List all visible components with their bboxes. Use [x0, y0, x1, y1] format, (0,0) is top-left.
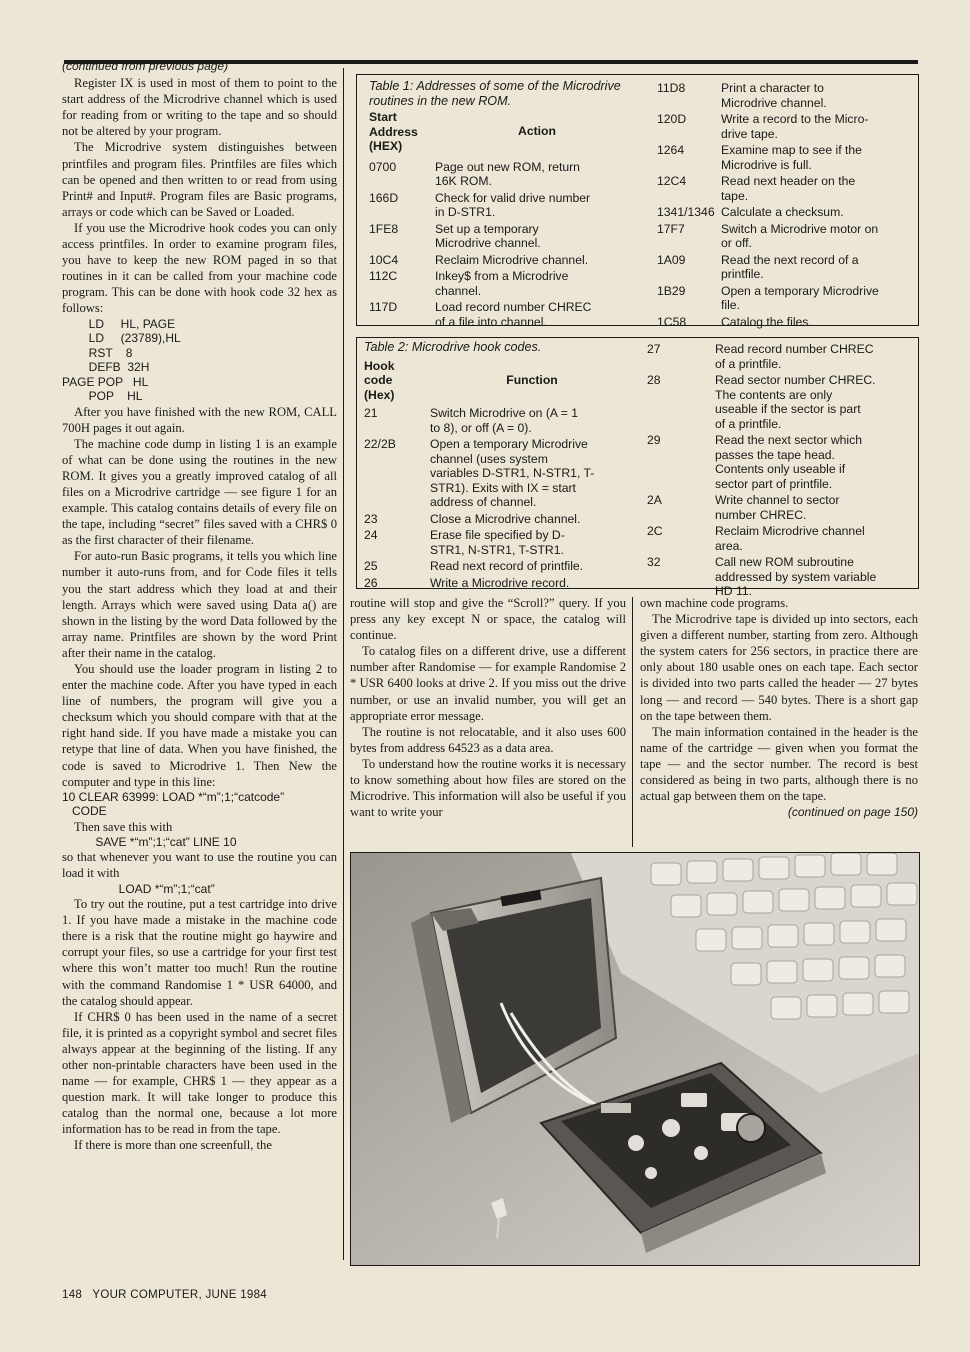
continued-from-label: (continued from previous page): [62, 59, 229, 73]
table-row: [657, 315, 909, 330]
paragraph: To catalog files on a different drive, use a different number after Randomise — for example Randomise 2 * USR 6400 looks at drive 2. If you miss out the drive number, or use an invalid number, you will get an appropriate error message.: [350, 644, 626, 723]
table-row: [369, 269, 639, 298]
table-header-action: Action: [518, 124, 556, 138]
table-row: [657, 222, 909, 251]
table-cell-value: Write a Microdrive record.: [430, 575, 570, 590]
table-cell-value: Close a Microdrive channel.: [430, 511, 581, 526]
table-row: [364, 559, 634, 574]
table-cell-key: 112C: [369, 269, 398, 283]
table-caption: Table 1: Addresses of some of the Microdrive routines in the new ROM.: [369, 79, 621, 108]
paragraph: The machine code dump in listing 1 is an example of what can be done using the routines in the new ROM. It gives you a greatly improved catalog of all files on a Microdrive cartridge — see figure 1 for an example. This catalog contains details of every file on the tape, including “secret” files saved with a CHR$ 0 as the first character of their filename.: [62, 436, 337, 548]
code-listing: SAVE *“m”;1;“cat” LINE 10: [62, 834, 237, 849]
table-caption: Table 2: Microdrive hook codes.: [364, 340, 542, 354]
table-cell-value: Page out new ROM, return 16K ROM.: [435, 159, 580, 188]
table-row: [369, 300, 639, 329]
table-cell-key: 21: [364, 406, 378, 420]
table-cell-key: 120D: [657, 112, 687, 126]
table-row: [364, 576, 634, 591]
column-divider: [632, 597, 633, 847]
table-cell-value: Examine map to see if the Microdrive is full.: [721, 143, 862, 172]
table-cell-value: Set up a temporary Microdrive channel.: [435, 221, 541, 250]
table-cell-value: Switch Microdrive on (A = 1 to 8), or off (A = 0).: [430, 406, 578, 435]
paragraph: routine will stop and give the “Scroll?” query. If you press any key except N or space, the catalog will continue.: [350, 596, 626, 643]
table-2-right: [647, 340, 909, 599]
table-cell-key: 2A: [647, 493, 662, 507]
continued-on-label: (continued on page 150): [787, 805, 918, 820]
table-cell-value: Write a record to the Micro- drive tape.: [721, 112, 869, 141]
table-row: [647, 433, 909, 491]
table-row: [657, 253, 909, 282]
paragraph: The Microdrive system distinguishes between printfiles and program files. Printfiles are files which can be opened and then written to or read from using Print# and Input#. Program files are Basic programs, arrays or code which can be Saved or Loaded.: [62, 140, 337, 219]
paragraph: The routine is not relocatable, and it also uses 600 bytes from address 64523 as a data area.: [350, 724, 626, 755]
table-cell-key: 10C4: [369, 252, 399, 267]
table-cell-value: Read the next sector which passes the tape head. Contents only useable if sector part of printfile.: [715, 433, 863, 491]
table-header-code: Hook code (Hex): [364, 358, 395, 402]
table-row: [647, 342, 909, 371]
table-cell-value: Reclaim Microdrive channel area.: [715, 524, 865, 553]
table-cell-key: 1341/1346: [657, 205, 715, 219]
paragraph: If you use the Microdrive hook codes you can only access printfiles. In order to examine program files, you have to keep the new ROM paged in so that routines in it can be called from your machine code program. This can be done with hook code 32 hex as follows:: [62, 220, 337, 316]
table-header-address: Start Address (HEX): [369, 110, 418, 153]
table-row: [657, 143, 909, 172]
table-cell-value: Load record number CHREC of a file into channel.: [435, 300, 592, 329]
table-cell-value: Reclaim Microdrive channel.: [435, 252, 589, 267]
table-cell-value: Read next record of printfile.: [430, 559, 584, 573]
table-cell-value: Open a temporary Microdrive channel (uses system variables D-STR1, N-STR1, T- STR1). Exits with IX = start address of channel.: [430, 437, 595, 509]
table-row: [369, 222, 639, 251]
table-cell-value: Open a temporary Microdrive file.: [721, 283, 879, 312]
paragraph: After you have finished with the new ROM, CALL 700H pages it out again.: [62, 404, 337, 435]
table-cell-key: 1C58: [657, 314, 687, 329]
table-row: [657, 174, 909, 203]
paragraph: The Microdrive tape is divided up into sectors, each given a different number, starting from zero. Although the system caters for 256 sectors, in practice there are only about 180 usable ones on each tape. Each sector is divided into two parts called the header — 27 bytes long — and record — 540 bytes. There is a short gap on the tape between them.: [640, 612, 918, 723]
table-cell-value: Print a character to Microdrive channel.: [721, 81, 827, 110]
table-2: [356, 337, 919, 598]
paragraph: If there is more than one screenfull, the: [74, 1138, 272, 1153]
table-cell-value: Switch a Microdrive motor on or off.: [721, 221, 879, 250]
table-row: [364, 406, 634, 435]
table-1-right: [657, 79, 909, 329]
paragraph: The main information contained in the header is the name of the cartridge — given when you format the tape — and the sector number. The record is best considered as being in two parts, although there is no actual gap between them on the tape.: [640, 724, 918, 804]
table-cell-value: Read the next record of a printfile.: [721, 252, 859, 281]
table-row: [369, 253, 639, 268]
table-row: [647, 524, 909, 553]
table-cell-value: Write channel to sector number CHREC.: [715, 493, 840, 522]
table-cell-key: 28: [647, 373, 661, 387]
table-row: [657, 81, 909, 110]
table-row: [369, 160, 639, 189]
table-cell-key: 26: [364, 575, 378, 590]
paragraph: You should use the loader program in listing 2 to enter the machine code. After you have typed in each line of numbers, the program will give you a checksum which you should compare with that at the right hand side. If you have made a mistake you can retype that line of data. When you have finished, the code is saved to Microdrive 1. Then New the computer and type in this line:: [62, 662, 337, 789]
table-cell-key: 2C: [647, 524, 663, 538]
table-2-left: [364, 340, 634, 590]
table-row: [657, 112, 909, 141]
table-cell-key: 11D8: [657, 81, 686, 95]
table-cell-key: 166D: [369, 190, 399, 205]
table-row: [364, 528, 634, 557]
table-cell-key: 29: [647, 433, 661, 447]
table-row: [647, 493, 909, 522]
page-footer: 148 YOUR COMPUTER, JUNE 1984: [62, 1289, 267, 1301]
table-cell-key: 32: [647, 555, 661, 569]
paragraph: so that whenever you want to use the routine you can load it with: [62, 850, 337, 881]
microdrive-photo-image: [351, 853, 919, 1265]
table-cell-key: 25: [364, 559, 378, 573]
table-row: [657, 205, 909, 220]
table-cell-key: 12C4: [657, 174, 687, 188]
microdrive-photo: [350, 852, 920, 1266]
table-row: [647, 555, 909, 599]
paragraph: Then save this with: [74, 819, 173, 834]
table-cell-value: Call new ROM subroutine addressed by system variable HD 11.: [715, 555, 877, 598]
paragraph: To try out the routine, put a test cartridge into drive 1. If you have made a mistake in the machine code there is a risk that the routine might go haywire and corrupt your files, so use a cartridge for your first test where this won’t matter too much! Run the routine with the command Randomise 1 * USR 64000, and the catalog should appear.: [62, 897, 337, 1008]
table-row: [364, 512, 634, 527]
paragraph: For auto-run Basic programs, it tells you which line number it auto-runs from, and for Code files it tells you the start address which they load at and their length. Arrays which were saved using Data a() are shown in the listing by the word Data followed by the array name. Printfiles are shown by the word Print after their name in the catalog.: [62, 549, 337, 660]
table-cell-value: Catalog the files.: [721, 314, 812, 329]
table-cell-value: Calculate a checksum.: [721, 205, 844, 219]
table-cell-value: Read sector number CHREC. The contents are only useable if the sector is part of a printfile.: [715, 373, 876, 431]
table-cell-value: Inkey$ from a Microdrive channel.: [435, 269, 569, 298]
article-column-1: [62, 58, 337, 1154]
table-cell-value: Erase file specified by D- STR1, N-STR1, T-STR1.: [430, 528, 565, 557]
table-cell-key: 1B29: [657, 283, 686, 298]
code-listing: LOAD *“m”;1;“cat”: [62, 881, 215, 896]
table-cell-key: 0700: [369, 159, 397, 174]
code-listing: 10 CLEAR 63999: LOAD *“m”;1;“catcode” CODE: [62, 789, 285, 819]
table-cell-value: Check for valid drive number in D-STR1.: [435, 190, 591, 219]
article-column-2: [350, 595, 626, 820]
table-1: [356, 74, 919, 329]
table-cell-key: 1A09: [657, 252, 686, 267]
table-header-function: Function: [506, 372, 558, 387]
table-cell-value: Read next header on the tape.: [721, 174, 856, 203]
table-cell-key: 22/2B: [364, 437, 396, 451]
column-divider: [343, 68, 344, 1260]
table-cell-key: 24: [364, 528, 378, 542]
table-cell-key: 1264: [657, 143, 685, 157]
table-row: [647, 373, 909, 431]
table-row: [369, 191, 639, 220]
table-row: [364, 437, 634, 510]
paragraph: Register IX is used in most of them to point to the start address of the Microdrive channel which is used for reading from or writing to the tape and so should not be altered by your program.: [62, 76, 337, 139]
table-cell-value: Read record number CHREC of a printfile.: [715, 342, 874, 371]
paragraph: To understand how the routine works it is necessary to know something about how files are stored on the Microdrive. This information will also be useful if you want to write your: [350, 756, 626, 820]
table-row: [657, 284, 909, 313]
table-cell-key: 17F7: [657, 221, 685, 236]
paragraph: If CHR$ 0 has been used in the name of a secret file, it is printed as a copyright symbol and secret files always appear at the beginning of the listing. If any other non-printable characters have been used in the name — for example, CHR$ 1 — they appear as a question mark. It will take longer to produce this catalog than the normal one, because a lot more information has to be read in from the tape.: [62, 1009, 337, 1137]
table-cell-key: 117D: [369, 300, 398, 314]
paragraph: own machine code programs.: [640, 596, 789, 610]
table-1-left: [369, 79, 639, 329]
table-cell-key: 27: [647, 342, 661, 356]
table-cell-key: 23: [364, 511, 378, 526]
table-cell-key: 1FE8: [369, 221, 399, 236]
code-listing: LD HL, PAGE LD (23789),HL RST 8 DEFB 32H PAGE POP HL POP HL: [62, 316, 181, 403]
article-column-3: [640, 595, 918, 820]
